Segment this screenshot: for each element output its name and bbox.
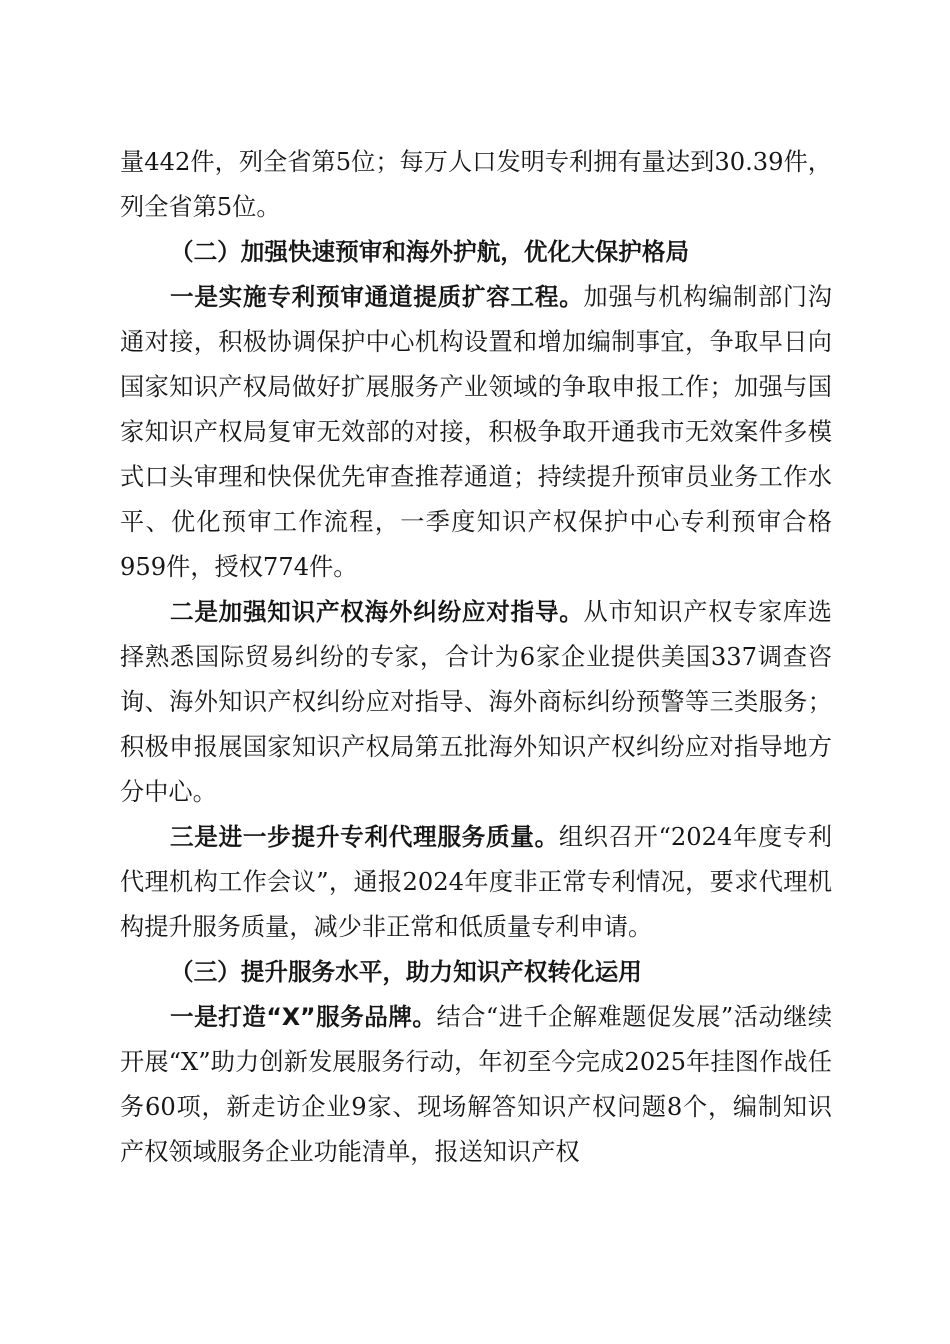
paragraph-agency (120, 815, 832, 950)
paragraph-statistics: 量442件，列全省第5位；每万人口发明专利拥有量达到30.39件，列全省第5位。 (120, 148, 832, 221)
paragraph-text: 加强与机构编制部门沟通对接，积极协调保护中心机构设置和增加编制事宜，争取早日向国家知识产权局做好扩展服务产业领域的争取申报工作；加强与国家知识产权局复审无效部的对接，积极争取开通我市无效案件多模式口头审理和快保优先审查推荐通道；持续提升预审员业务工作水平、优化预审工作流程，一季度知识产权保护中心专利预审合格959件，授权774件。 (120, 283, 832, 581)
paragraph-text: 组织召开“2024年度专利代理机构工作会议”，通报2024年度非正常专利情况，要求代理机构提升服务质量，减少非正常和低质量专利申请。 (120, 823, 833, 941)
section-heading-2: （二）加强快速预审和海外护航，优化大保护格局 (170, 238, 690, 266)
paragraph-brand (120, 995, 832, 1175)
section-heading-3: （三）提升服务水平，助力知识产权转化运用 (170, 958, 642, 986)
paragraph-lead: 一是打造“X”服务品牌。 (170, 1003, 437, 1031)
paragraph-text: 从市知识产权专家库选择熟悉国际贸易纠纷的专家，合计为6家企业提供美国337调查咨询、海外知识产权纠纷应对指导、海外商标纠纷预警等三类服务；积极申报展国家知识产权局第五批海外知识产权纠纷应对指导地方分中心。 (120, 598, 832, 806)
paragraph-text: 结合“进千企解难题促发展”活动继续开展“X”助力创新发展服务行动，年初至今完成2025年挂图作战任务60项，新走访企业9家、现场解答知识产权问题8个，编制知识产权领域服务企业功能清单，报送知识产权 (120, 1003, 833, 1166)
document-body (120, 140, 832, 1175)
paragraph-preexam (120, 275, 832, 590)
paragraph-lead: 三是进一步提升专利代理服务质量。 (170, 823, 559, 851)
paragraph-overseas (120, 590, 832, 815)
paragraph-lead: 一是实施专利预审通道提质扩容工程。 (170, 283, 584, 311)
paragraph-lead: 二是加强知识产权海外纠纷应对指导。 (170, 598, 584, 626)
